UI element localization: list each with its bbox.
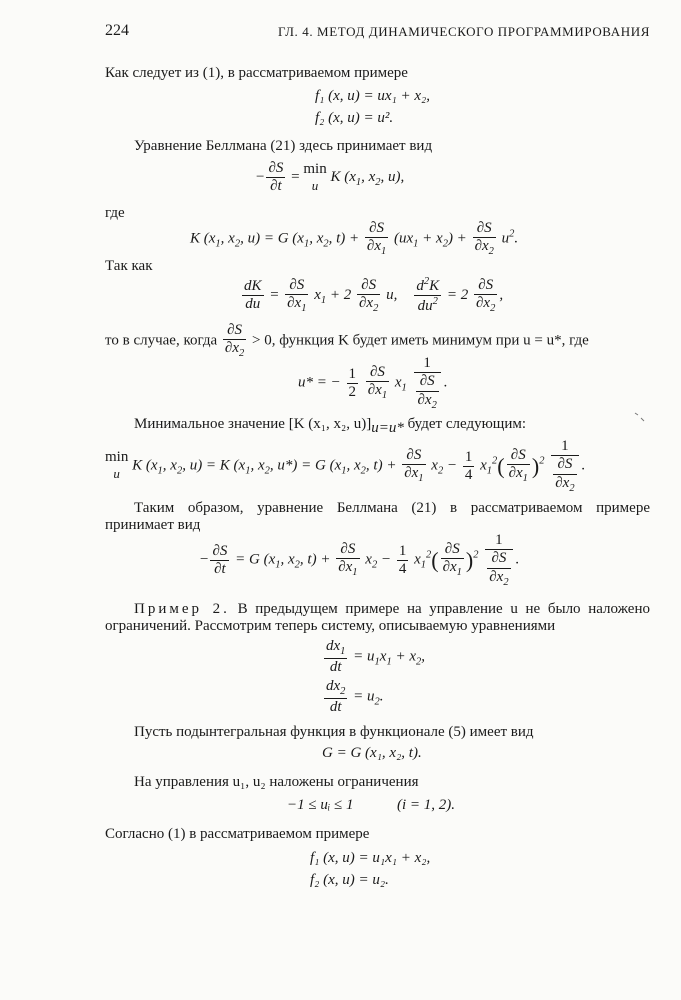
- example-text: В предыдущем примере на управление u не было наложено ограничений. Рассмотрим теперь систему, описываемую уравнениями: [105, 601, 650, 634]
- page-number: 224: [105, 22, 129, 39]
- equation-f2-second: f₂ (x, u) = u₂.: [310, 872, 389, 888]
- bellman-intro: Уравнение Беллмана (21) здесь принимает вид: [134, 138, 433, 154]
- equation-K-definition: K ($x_1$, $x_2$, u) = G ($x_1$, $x_2$, t) + $\frac{\partial S}{\partial x_1}$ $(ux_1 + x_2)$ + $\frac{\partial S}{\partial x_2}$ $u^2$.: [190, 220, 519, 258]
- case-line: то в случае, когда $\frac{\partial S}{\partial x_2}$ > 0, функция K будет иметь минимум при u = u*, где: [105, 322, 589, 360]
- min-value-subscript: u=u*: [371, 420, 404, 436]
- scan-mark: [634, 412, 646, 422]
- controls-text: На управления u₁, u₂ наложены ограничения: [134, 774, 419, 790]
- equation-dx1: $\frac{dx_1}{dt}$ = $u_1x_1 + x_2$,: [326, 638, 425, 676]
- intro-text: Как следует из (1), в рассматриваемом примере: [105, 65, 408, 81]
- integrand-text: Пусть подынтегральная функция в функционале (5) имеет вид: [134, 724, 534, 740]
- according-text: Согласно (1) в рассматриваемом примере: [105, 826, 370, 842]
- equation-f1: f₁ (x, u) = ux₁ + x₂,: [315, 88, 431, 104]
- page-header: [105, 22, 650, 44]
- equation-f1-second: f₁ (x, u) = u₁x₁ + x₂,: [310, 850, 431, 866]
- equation-bellman-final: − $\frac{\partial S}{\partial t}$ = G ($x_1$, $x_2$, t) + $\frac{\partial S}{\partial x_1}$ $x_2$ − $\frac{1}{4}$ $x_1^2$( $\frac{\partial S}{\partial x_1}$ )$^2$ $\frac{1}{\frac{\partial S}{\partial x_2}}$ .: [200, 532, 520, 588]
- equation-bellman-min: − $\frac{\partial S}{\partial t}$ = min u K ($x_1$, $x_2$, u),: [256, 160, 405, 195]
- constraint-inequality: −1 ≤ uᵢ ≤ 1: [287, 797, 354, 813]
- equation-u-star: u* = − $\frac{1}{2}$ $\frac{\partial S}{\partial x_1}$ $x_1$ $\frac{1}{\frac{\partial S}{\partial x_2}}$ .: [298, 355, 448, 411]
- equation-f2: f₂ (x, u) = u².: [315, 110, 394, 126]
- min-value-text: Минимальное значение [K (x₁, x₂, u)]: [134, 416, 372, 432]
- equation-G: G = G (x₁, x₂, t).: [322, 745, 422, 761]
- constraint-index: (i = 1, 2).: [396, 797, 455, 813]
- case-text-prefix: то в случае, когда: [105, 332, 218, 349]
- min-value-suffix: будет следующим:: [407, 416, 527, 432]
- equation-derivatives: $\frac{dK}{du}$ = $\frac{\partial S}{\partial x_1}$ $x_1 + 2$ $\frac{\partial S}{\partial x_2}$ u, $\frac{d^2K}{du^2}$ = 2 $\frac{\partial S}{\partial x_2}$ ,: [244, 276, 504, 315]
- equation-min-K: min u K ($x_1$, $x_2$, u) = K ($x_1$, $x_2$, u*) = G ($x_1$, $x_2$, t) + $\frac{\partial S}{\partial x_1}$ $x_2$ − $\frac{1}{4}$ $x_1^2$( $\frac{\partial S}{\partial x_1}$ )$^2$ $\frac{1}{\frac{\partial S}{\partial x_2}}$ .: [105, 438, 586, 494]
- min-value-line: [134, 416, 526, 437]
- example-paragraph: [105, 601, 650, 635]
- where-text: где: [105, 205, 125, 221]
- case-text-suffix: > 0, функция K будет иметь минимум при u = u*, где: [252, 332, 589, 349]
- thus-text: Таким образом, уравнение Беллмана (21) в рассматриваемом примере принимает вид: [105, 500, 650, 533]
- equation-dx2: $\frac{dx_2}{dt}$ = $u_2$.: [326, 678, 384, 716]
- example-label: Пример 2.: [134, 601, 230, 617]
- since-text: Так как: [105, 258, 153, 274]
- running-head: ГЛ. 4. МЕТОД ДИНАМИЧЕСКОГО ПРОГРАММИРОВАНИЯ: [278, 24, 650, 39]
- constraint-line: [287, 797, 455, 814]
